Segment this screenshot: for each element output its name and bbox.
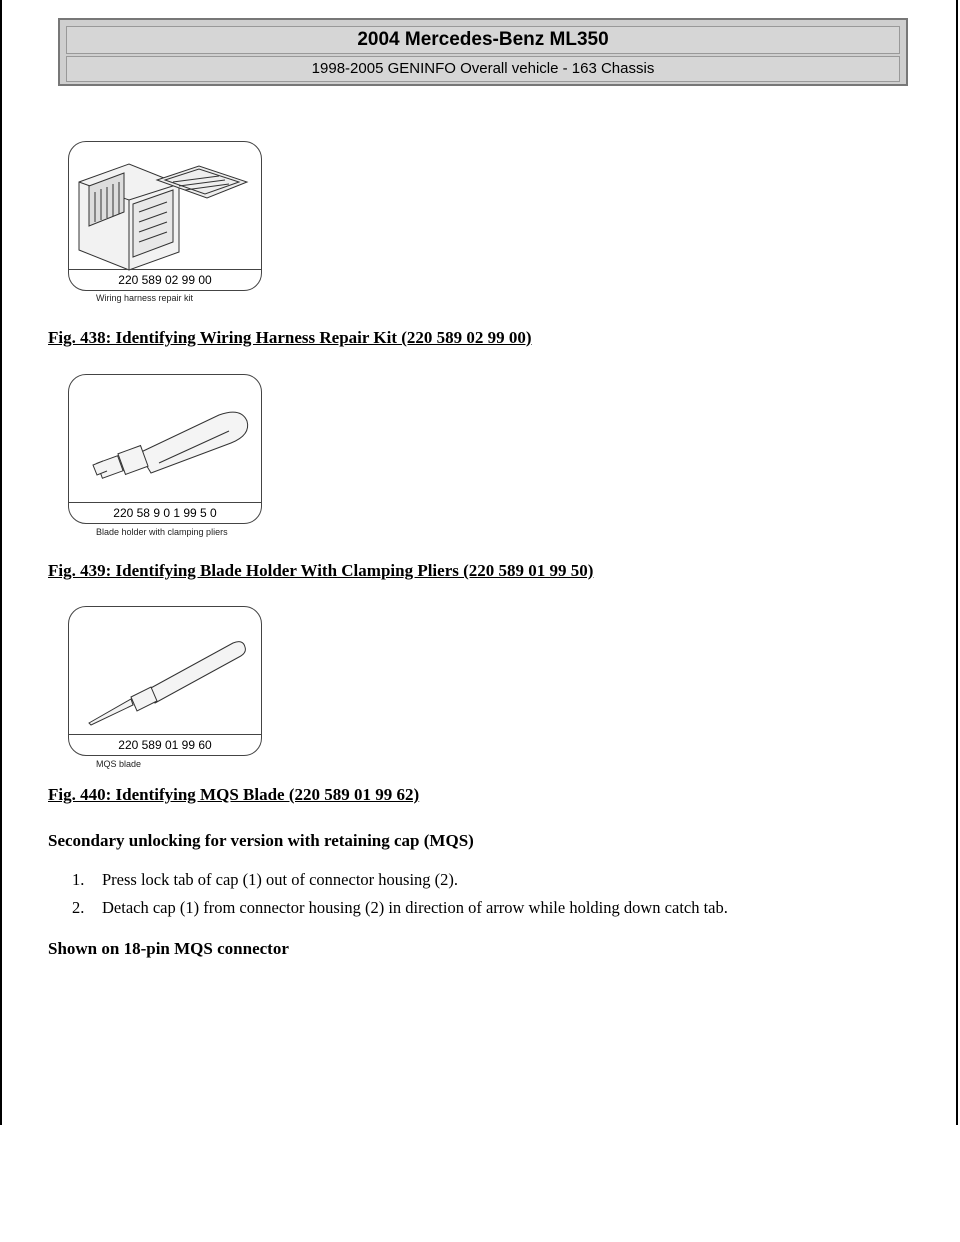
step-number: 2. [72, 898, 85, 917]
list-item [72, 866, 728, 894]
document-header [58, 18, 908, 86]
figure-438-label: Wiring harness repair kit [96, 293, 194, 303]
figure-439-part-number: 220 58 9 0 1 99 5 0 [69, 502, 261, 523]
figure-440-image [68, 606, 262, 756]
steps-list [72, 866, 728, 922]
step-text: Detach cap (1) from connector housing (2) in direction of arrow while holding down catch tab. [102, 898, 728, 917]
figure-440-caption[interactable]: Fig. 440: Identifying MQS Blade (220 589 01 99 62) [48, 785, 420, 804]
figure-439-image [68, 374, 262, 524]
document-title: 2004 Mercedes-Benz ML350 [66, 26, 900, 54]
list-item [72, 894, 728, 922]
figure-440-part-number: 220 589 01 99 60 [69, 734, 261, 755]
shown-on-heading: Shown on 18-pin MQS connector [48, 939, 289, 958]
figure-438-caption[interactable]: Fig. 438: Identifying Wiring Harness Repair Kit (220 589 02 99 00) [48, 328, 532, 347]
document-subtitle: 1998-2005 GENINFO Overall vehicle - 163 Chassis [66, 56, 900, 82]
figure-438-image [68, 141, 262, 291]
step-text: Press lock tab of cap (1) out of connector housing (2). [102, 870, 459, 889]
section-heading: Secondary unlocking for version with retaining cap (MQS) [48, 831, 474, 850]
figure-440-label: MQS blade [96, 759, 142, 769]
figure-439-caption[interactable]: Fig. 439: Identifying Blade Holder With Clamping Pliers (220 589 01 99 50) [48, 561, 594, 580]
step-number: 1. [72, 870, 85, 889]
figure-439-label: Blade holder with clamping pliers [96, 527, 228, 537]
figure-438-part-number: 220 589 02 99 00 [69, 269, 261, 290]
